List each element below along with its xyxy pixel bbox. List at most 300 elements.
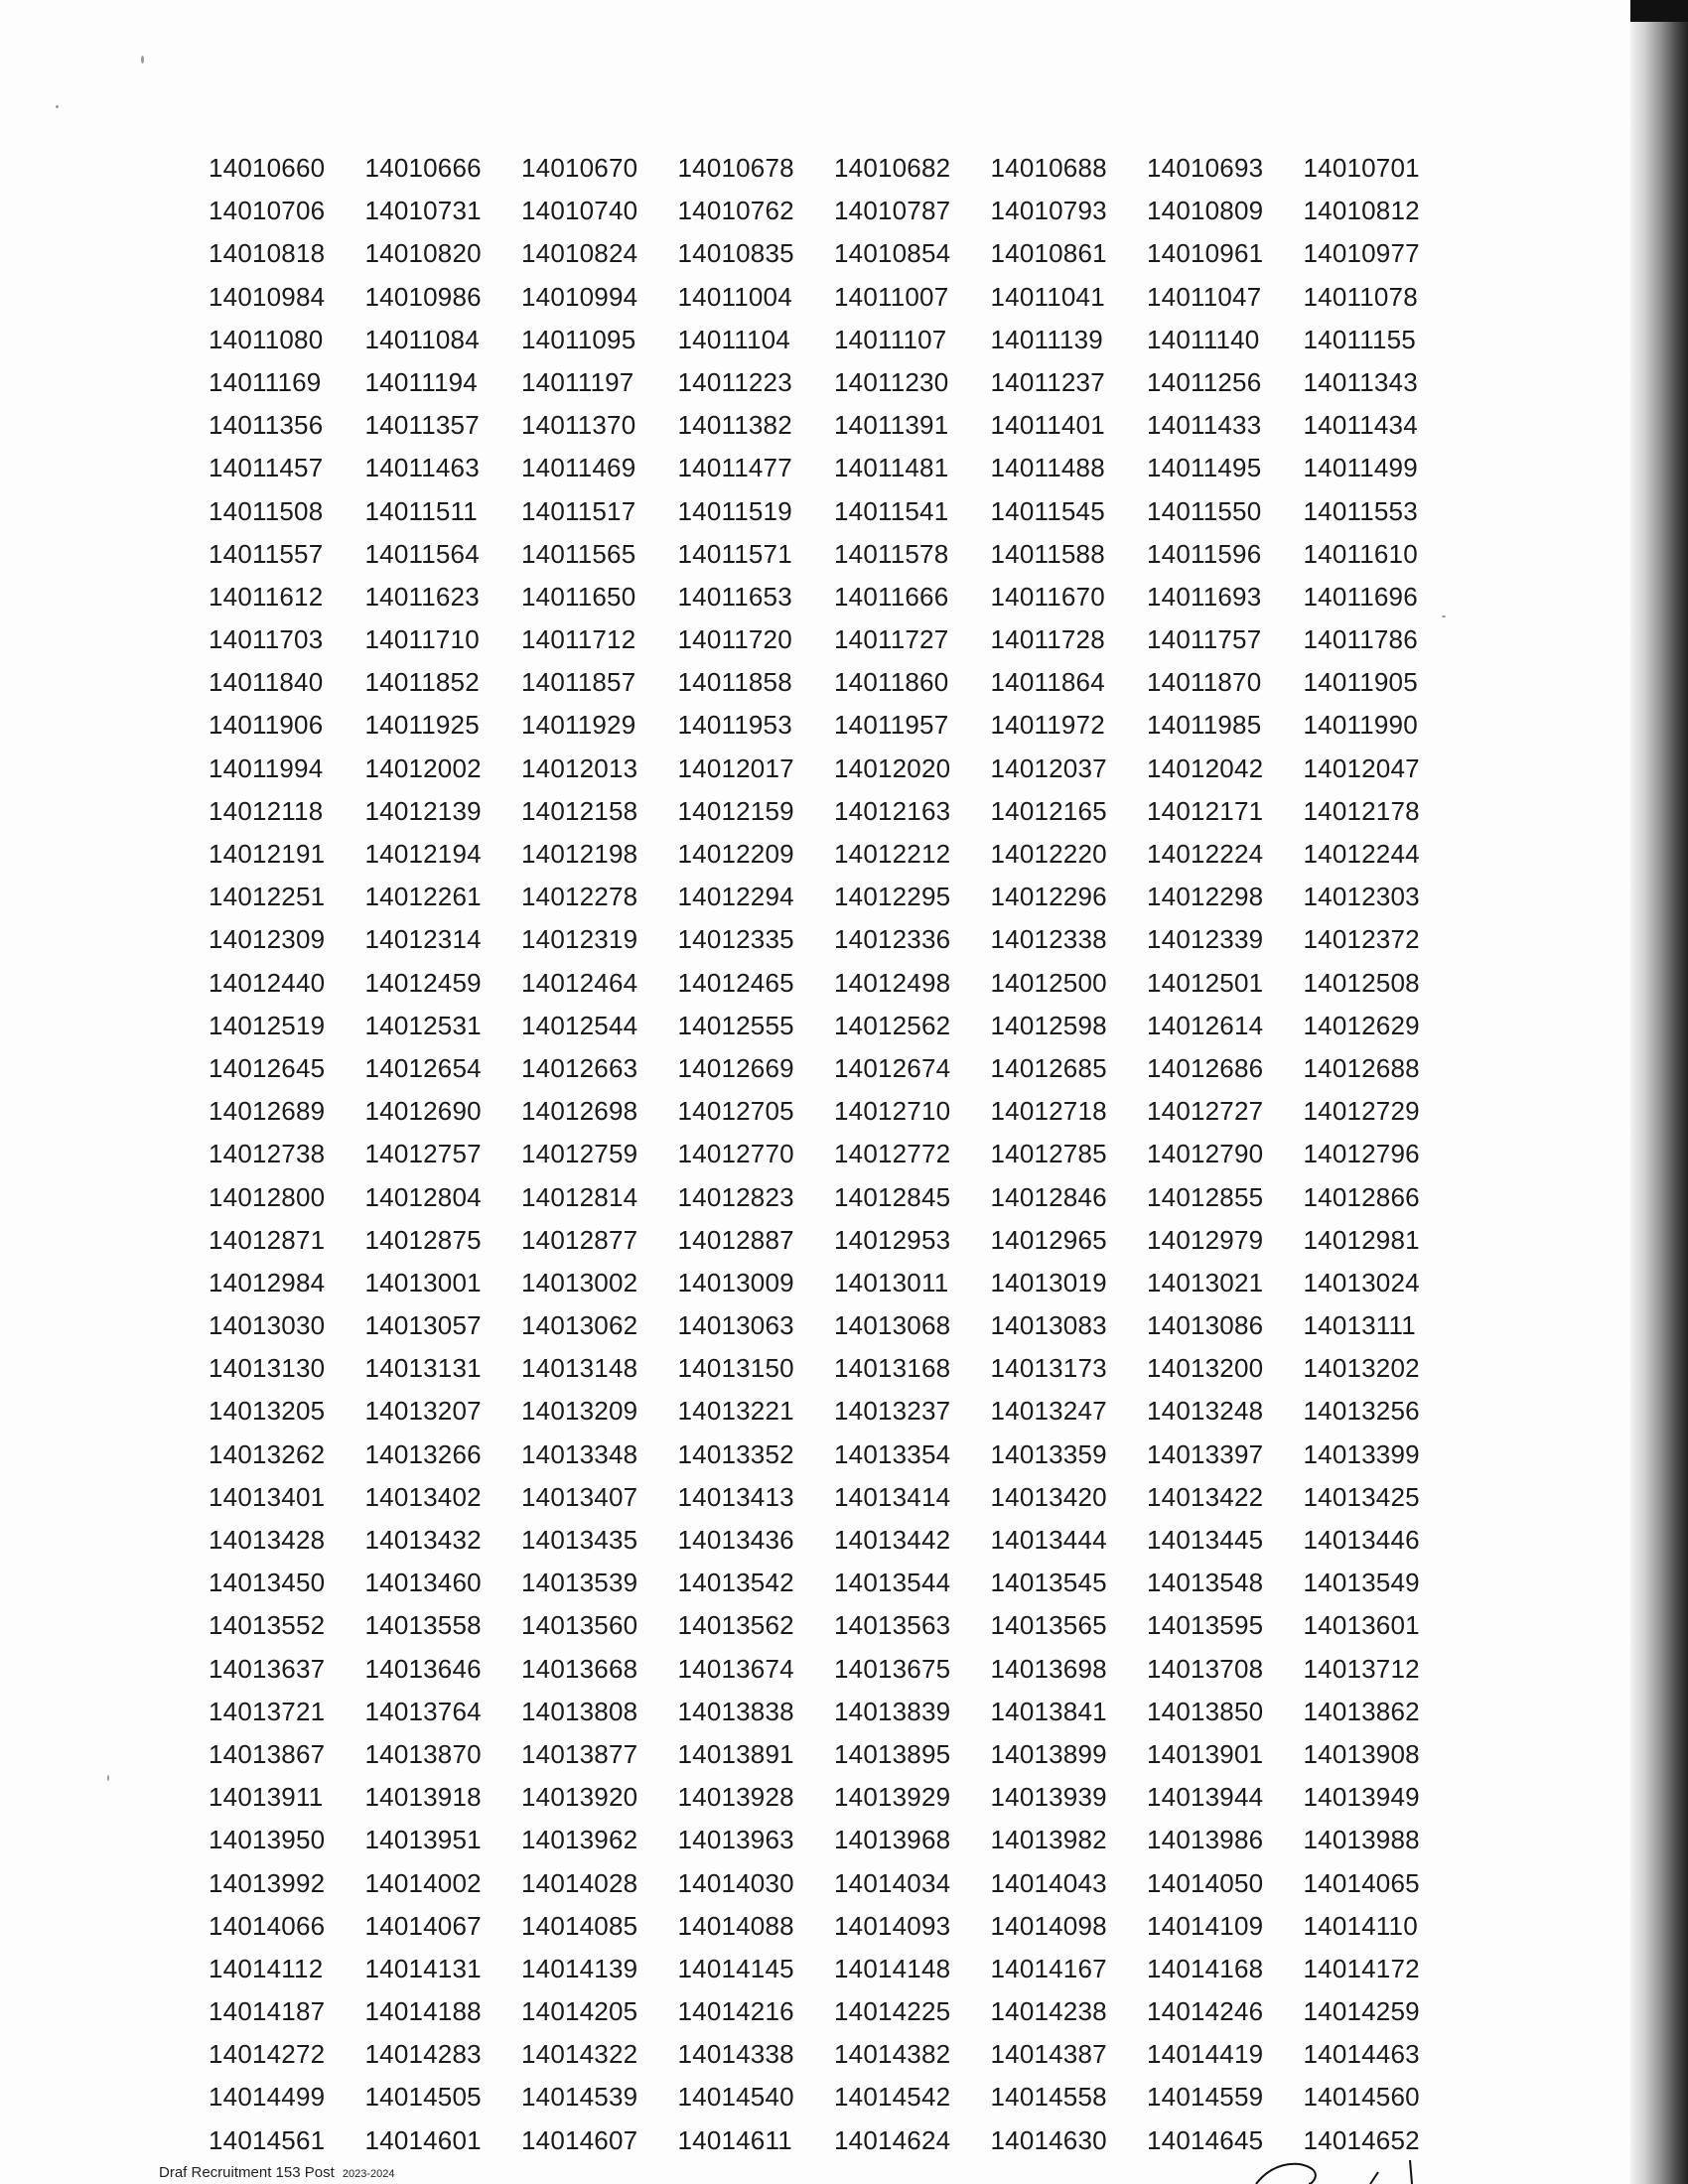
roll-number-cell: 14014238 [990, 1996, 1107, 2027]
roll-number-cell: 14012194 [364, 839, 482, 869]
roll-number-cell: 14013712 [1303, 1653, 1420, 1684]
roll-number-cell: 14014259 [1303, 1996, 1420, 2027]
roll-number-cell: 14012339 [1147, 924, 1264, 955]
roll-number-cell: 14012984 [209, 1267, 326, 1297]
roll-number-cell: 14013963 [677, 1825, 794, 1855]
roll-number-cell: 14013407 [521, 1481, 638, 1512]
roll-number-cell: 14014002 [364, 1867, 482, 1898]
roll-number-cell: 14012738 [209, 1139, 326, 1169]
roll-number-cell: 14012689 [209, 1096, 326, 1127]
roll-number-cell: 14010787 [834, 196, 951, 226]
roll-number-cell: 14011469 [521, 453, 636, 483]
roll-number-cell: 14013348 [521, 1438, 638, 1469]
roll-number-cell: 14012338 [990, 924, 1107, 955]
roll-number-cell: 14011007 [834, 281, 949, 312]
roll-number-cell: 14013637 [209, 1653, 326, 1684]
roll-number-cell: 14012759 [521, 1139, 638, 1169]
roll-number-cell: 14014652 [1303, 2124, 1420, 2155]
roll-number-cell: 14011545 [990, 495, 1105, 526]
roll-number-cell: 14012042 [1147, 752, 1264, 783]
roll-number-cell: 14013445 [1147, 1525, 1264, 1555]
roll-number-cell: 14013562 [677, 1610, 794, 1641]
roll-number-cell: 14013131 [364, 1353, 482, 1384]
roll-number-cell: 14013024 [1303, 1267, 1420, 1297]
roll-number-cell: 14011858 [677, 667, 792, 698]
roll-number-cell: 14013436 [677, 1525, 794, 1555]
roll-number-cell: 14011564 [364, 538, 480, 569]
scan-edge-corner [1630, 0, 1688, 22]
roll-number-cell: 14014172 [1303, 1953, 1420, 1983]
roll-number-cell: 14011357 [364, 410, 480, 441]
roll-number-cell: 14014540 [677, 2082, 794, 2113]
roll-number-cell: 14013200 [1147, 1353, 1264, 1384]
roll-number-cell: 14011463 [364, 453, 480, 483]
roll-number-cell: 14012866 [1303, 1181, 1420, 1212]
roll-number-cell: 14011104 [677, 324, 790, 354]
roll-number-cell: 14013549 [1303, 1568, 1420, 1598]
roll-number-cell: 14012562 [834, 1010, 951, 1040]
roll-number-cell: 14012372 [1303, 924, 1420, 955]
roll-number-cell: 14013068 [834, 1310, 951, 1341]
roll-number-cell: 14011256 [1147, 366, 1262, 397]
roll-number-cell: 14011994 [209, 752, 324, 783]
roll-number-cell: 14013001 [364, 1267, 482, 1297]
roll-number-cell: 14012017 [677, 752, 794, 783]
roll-number-cell: 14011139 [990, 324, 1103, 354]
roll-number-cell: 14012178 [1303, 795, 1420, 826]
roll-number-cell: 14013841 [990, 1696, 1107, 1726]
roll-number-cell: 14014050 [1147, 1867, 1264, 1898]
roll-number-cell: 14011356 [209, 410, 324, 441]
roll-number-cell: 14014607 [521, 2124, 638, 2155]
roll-number-cell: 14011519 [677, 495, 792, 526]
roll-number-cell: 14012309 [209, 924, 326, 955]
roll-number-cell: 14013988 [1303, 1825, 1420, 1855]
roll-number-cell: 14013442 [834, 1525, 951, 1555]
roll-number-cell: 14011710 [364, 624, 480, 655]
roll-number-cell: 14014387 [990, 2039, 1107, 2070]
scan-speck [141, 56, 144, 64]
roll-number-cell: 14013011 [834, 1267, 949, 1297]
roll-number-cell: 14012796 [1303, 1139, 1420, 1169]
roll-number-cell: 14013548 [1147, 1568, 1264, 1598]
roll-number-cell: 14011041 [990, 281, 1105, 312]
roll-number-cell: 14013256 [1303, 1396, 1420, 1427]
roll-number-cell: 14011004 [677, 281, 792, 312]
roll-number-cell: 14014283 [364, 2039, 482, 2070]
roll-number-cell: 14013432 [364, 1525, 482, 1555]
roll-number-cell: 14012887 [677, 1224, 794, 1255]
roll-number-cell: 14013030 [209, 1310, 326, 1341]
roll-number-cell: 14011230 [834, 366, 949, 397]
roll-number-cell: 14013968 [834, 1825, 951, 1855]
roll-number-cell: 14010824 [521, 238, 638, 269]
roll-number-cell: 14013601 [1303, 1610, 1420, 1641]
roll-number-cell: 14013057 [364, 1310, 482, 1341]
roll-number-cell: 14012614 [1147, 1010, 1264, 1040]
roll-number-cell: 14012555 [677, 1010, 794, 1040]
roll-number-cell: 14011703 [209, 624, 324, 655]
roll-number-cell: 14014167 [990, 1953, 1107, 1983]
roll-number-cell: 14012785 [990, 1139, 1107, 1169]
roll-number-cell: 14010854 [834, 238, 951, 269]
roll-number-cell: 14013895 [834, 1738, 951, 1769]
roll-number-cell: 14013444 [990, 1525, 1107, 1555]
roll-number-cell: 14012464 [521, 967, 638, 998]
roll-number-cell: 14011906 [209, 710, 324, 741]
roll-number-cell: 14012459 [364, 967, 482, 998]
roll-number-cell: 14011223 [677, 366, 792, 397]
roll-number-cell: 14013552 [209, 1610, 326, 1641]
roll-number-cell: 14014499 [209, 2082, 326, 2113]
roll-number-cell: 14011693 [1147, 581, 1262, 612]
roll-number-cell: 14013698 [990, 1653, 1107, 1684]
roll-number-cell: 14011953 [677, 710, 792, 741]
roll-number-cell: 14012629 [1303, 1010, 1420, 1040]
roll-number-cell: 14013877 [521, 1738, 638, 1769]
roll-number-cell: 14012855 [1147, 1181, 1264, 1212]
roll-number-cell: 14013918 [364, 1782, 482, 1813]
roll-number-cell: 14012705 [677, 1096, 794, 1127]
roll-number-cell: 14012519 [209, 1010, 326, 1040]
roll-number-cell: 14014139 [521, 1953, 638, 1983]
roll-number-cell: 14013560 [521, 1610, 638, 1641]
roll-number-cell: 14014272 [209, 2039, 326, 2070]
roll-number-cell: 14014112 [209, 1953, 324, 1983]
page-footer [159, 2164, 395, 2181]
roll-number-cell: 14013565 [990, 1610, 1107, 1641]
roll-number-cell: 14014419 [1147, 2039, 1264, 2070]
scan-edge-shadow [1630, 0, 1688, 2184]
roll-number-cell: 14011477 [677, 453, 792, 483]
roll-number-cell: 14012531 [364, 1010, 482, 1040]
roll-number-cell: 14010809 [1147, 196, 1264, 226]
roll-number-cell: 14014028 [521, 1867, 638, 1898]
roll-number-cell: 14012159 [677, 795, 794, 826]
roll-number-cell: 14012757 [364, 1139, 482, 1169]
roll-number-cell: 14013944 [1147, 1782, 1264, 1813]
roll-number-cell: 14011666 [834, 581, 949, 612]
roll-number-table [209, 147, 1460, 2162]
roll-number-cell: 14013891 [677, 1738, 794, 1769]
roll-number-cell: 14013721 [209, 1696, 326, 1726]
roll-number-cell: 14011197 [521, 366, 634, 397]
roll-number-cell: 14011343 [1303, 366, 1418, 397]
roll-number-cell: 14011929 [521, 710, 636, 741]
roll-number-cell: 14012220 [990, 839, 1107, 869]
roll-number-cell: 14013542 [677, 1568, 794, 1598]
roll-number-cell: 14012965 [990, 1224, 1107, 1255]
roll-number-cell: 14014065 [1303, 1867, 1420, 1898]
roll-number-cell: 14011670 [990, 581, 1105, 612]
roll-number-cell: 14011140 [1147, 324, 1260, 354]
roll-number-cell: 14013563 [834, 1610, 951, 1641]
roll-number-cell: 14011612 [209, 581, 324, 612]
roll-number-cell: 14010986 [364, 281, 482, 312]
roll-number-cell: 14014187 [209, 1996, 326, 2027]
roll-number-cell: 14011488 [990, 453, 1105, 483]
roll-number-cell: 14011712 [521, 624, 636, 655]
roll-number-cell: 14013266 [364, 1438, 482, 1469]
signature-mark [1251, 2154, 1450, 2184]
roll-number-cell: 14012047 [1303, 752, 1420, 783]
roll-number-cell: 14013420 [990, 1481, 1107, 1512]
roll-number-cell: 14013173 [990, 1353, 1107, 1384]
roll-number-cell: 14012118 [209, 795, 324, 826]
roll-number-cell: 14013838 [677, 1696, 794, 1726]
roll-number-cell: 14014561 [209, 2124, 326, 2155]
roll-number-cell: 14013870 [364, 1738, 482, 1769]
roll-number-cell: 14011578 [834, 538, 949, 569]
roll-number-cell: 14014067 [364, 1910, 482, 1941]
roll-number-cell: 14013111 [1303, 1310, 1416, 1341]
roll-number-cell: 14012727 [1147, 1096, 1264, 1127]
roll-number-cell: 14014216 [677, 1996, 794, 2027]
roll-number-cell: 14013402 [364, 1481, 482, 1512]
roll-number-cell: 14012718 [990, 1096, 1107, 1127]
roll-number-cell: 14013446 [1303, 1525, 1420, 1555]
roll-number-cell: 14014246 [1147, 1996, 1264, 2027]
roll-number-cell: 14011985 [1147, 710, 1262, 741]
roll-number-cell: 14012198 [521, 839, 638, 869]
roll-number-cell: 14014338 [677, 2039, 794, 2070]
roll-number-cell: 14013595 [1147, 1610, 1264, 1641]
roll-number-cell: 14014225 [834, 1996, 951, 2027]
roll-number-cell: 14012685 [990, 1052, 1107, 1083]
roll-number-cell: 14011080 [209, 324, 324, 354]
roll-number-cell: 14013450 [209, 1568, 326, 1598]
roll-number-cell: 14012158 [521, 795, 638, 826]
roll-number-cell: 14013435 [521, 1525, 638, 1555]
roll-number-cell: 14013928 [677, 1782, 794, 1813]
roll-number-cell: 14014630 [990, 2124, 1107, 2155]
roll-number-cell: 14011433 [1147, 410, 1262, 441]
roll-number-cell: 14012465 [677, 967, 794, 998]
roll-number-cell: 14010731 [364, 196, 482, 226]
roll-number-cell: 14012729 [1303, 1096, 1420, 1127]
roll-number-cell: 14013911 [209, 1782, 324, 1813]
roll-number-cell: 14011623 [364, 581, 480, 612]
roll-number-cell: 14010762 [677, 196, 794, 226]
roll-number-cell: 14013248 [1147, 1396, 1264, 1427]
roll-number-cell: 14010793 [990, 196, 1107, 226]
roll-number-cell: 14012139 [364, 795, 482, 826]
roll-number-cell: 14014542 [834, 2082, 951, 2113]
roll-number-cell: 14011864 [990, 667, 1105, 698]
roll-number-cell: 14013839 [834, 1696, 951, 1726]
roll-number-cell: 14012544 [521, 1010, 638, 1040]
roll-number-cell: 14013062 [521, 1310, 638, 1341]
roll-number-cell: 14012953 [834, 1224, 951, 1255]
roll-number-cell: 14013646 [364, 1653, 482, 1684]
roll-number-cell: 14012804 [364, 1181, 482, 1212]
roll-number-cell: 14012165 [990, 795, 1107, 826]
roll-number-cell: 14011905 [1303, 667, 1418, 698]
roll-number-cell: 14012674 [834, 1052, 951, 1083]
roll-number-cell: 14012294 [677, 882, 794, 912]
roll-number-cell: 14012875 [364, 1224, 482, 1255]
roll-number-cell: 14011237 [990, 366, 1105, 397]
roll-number-cell: 14012191 [209, 839, 326, 869]
roll-number-cell: 14011727 [834, 624, 949, 655]
roll-number-cell: 14014066 [209, 1910, 326, 1941]
roll-number-cell: 14012871 [209, 1224, 326, 1255]
roll-number-cell: 14011957 [834, 710, 949, 741]
roll-number-cell: 14013359 [990, 1438, 1107, 1469]
roll-number-cell: 14012224 [1147, 839, 1264, 869]
roll-number-cell: 14012020 [834, 752, 951, 783]
roll-number-cell: 14013764 [364, 1696, 482, 1726]
roll-number-cell: 14013221 [677, 1396, 794, 1427]
roll-number-cell: 14013867 [209, 1738, 326, 1769]
roll-number-cell: 14011870 [1147, 667, 1262, 698]
roll-number-cell: 14011481 [834, 453, 949, 483]
roll-number-cell: 14013352 [677, 1438, 794, 1469]
roll-number-cell: 14013019 [990, 1267, 1107, 1297]
roll-number-cell: 14011925 [364, 710, 480, 741]
roll-number-cell: 14011499 [1303, 453, 1418, 483]
roll-number-cell: 14010688 [990, 153, 1107, 183]
roll-number-cell: 14010984 [209, 281, 326, 312]
roll-number-cell: 14013237 [834, 1396, 951, 1427]
roll-number-cell: 14011155 [1303, 324, 1416, 354]
roll-number-cell: 14012002 [364, 752, 482, 783]
roll-number-cell: 14012710 [834, 1096, 951, 1127]
roll-number-cell: 14014093 [834, 1910, 951, 1941]
roll-number-cell: 14013949 [1303, 1782, 1420, 1813]
roll-number-cell: 14013674 [677, 1653, 794, 1684]
roll-number-cell: 14014382 [834, 2039, 951, 2070]
roll-number-cell: 14012688 [1303, 1052, 1420, 1083]
roll-number-cell: 14012013 [521, 752, 638, 783]
roll-number-cell: 14010678 [677, 153, 794, 183]
roll-number-cell: 14011541 [834, 495, 949, 526]
roll-number-cell: 14013850 [1147, 1696, 1264, 1726]
roll-number-cell: 14011370 [521, 410, 636, 441]
roll-number-cell: 14013986 [1147, 1825, 1264, 1855]
roll-number-cell: 14011565 [521, 538, 636, 569]
roll-number-cell: 14014168 [1147, 1953, 1264, 1983]
roll-number-cell: 14011990 [1303, 710, 1418, 741]
roll-number-cell: 14013413 [677, 1481, 794, 1512]
roll-number-cell: 14011557 [209, 538, 324, 569]
roll-number-cell: 14014322 [521, 2039, 638, 2070]
roll-number-cell: 14013539 [521, 1568, 638, 1598]
roll-number-cell: 14014463 [1303, 2039, 1420, 2070]
roll-number-cell: 14010861 [990, 238, 1107, 269]
roll-number-cell: 14011401 [990, 410, 1105, 441]
roll-number-cell: 14013951 [364, 1825, 482, 1855]
roll-number-cell: 14011078 [1303, 281, 1418, 312]
roll-number-cell: 14014560 [1303, 2082, 1420, 2113]
roll-number-cell: 14013399 [1303, 1438, 1420, 1469]
roll-number-cell: 14013962 [521, 1825, 638, 1855]
roll-number-cell: 14012686 [1147, 1052, 1264, 1083]
roll-number-cell: 14012598 [990, 1010, 1107, 1040]
roll-number-cell: 14010740 [521, 196, 638, 226]
roll-number-cell: 14013675 [834, 1653, 951, 1684]
roll-number-cell: 14011517 [521, 495, 636, 526]
roll-number-cell: 14012877 [521, 1224, 638, 1255]
roll-number-cell: 14010666 [364, 153, 482, 183]
roll-number-cell: 14013083 [990, 1310, 1107, 1341]
roll-number-cell: 14014559 [1147, 2082, 1264, 2113]
roll-number-cell: 14011972 [990, 710, 1105, 741]
roll-number-cell: 14012981 [1303, 1224, 1420, 1255]
roll-number-cell: 14013414 [834, 1481, 951, 1512]
roll-number-cell: 14014109 [1147, 1910, 1264, 1941]
roll-number-cell: 14011194 [364, 366, 478, 397]
roll-number-cell: 14011786 [1303, 624, 1418, 655]
roll-number-cell: 14014145 [677, 1953, 794, 1983]
roll-number-cell: 14010706 [209, 196, 326, 226]
roll-number-cell: 14012979 [1147, 1224, 1264, 1255]
roll-number-cell: 14012669 [677, 1052, 794, 1083]
roll-number-cell: 14012303 [1303, 882, 1420, 912]
roll-number-cell: 14011047 [1147, 281, 1262, 312]
roll-number-cell: 14011852 [364, 667, 480, 698]
roll-number-cell: 14013130 [209, 1353, 326, 1384]
roll-number-cell: 14010961 [1147, 238, 1264, 269]
roll-number-cell: 14011457 [209, 453, 324, 483]
roll-number-cell: 14014034 [834, 1867, 951, 1898]
roll-number-cell: 14010820 [364, 238, 482, 269]
roll-number-cell: 14013950 [209, 1825, 326, 1855]
roll-number-cell: 14011084 [364, 324, 480, 354]
roll-number-cell: 14013425 [1303, 1481, 1420, 1512]
roll-number-cell: 14011720 [677, 624, 792, 655]
roll-number-cell: 14010682 [834, 153, 951, 183]
roll-number-cell: 14010660 [209, 153, 326, 183]
roll-number-cell: 14014085 [521, 1910, 638, 1941]
roll-number-cell: 14011391 [834, 410, 949, 441]
roll-number-cell: 14012336 [834, 924, 951, 955]
roll-number-cell: 14012770 [677, 1139, 794, 1169]
roll-number-cell: 14013929 [834, 1782, 951, 1813]
roll-number-cell: 14013899 [990, 1738, 1107, 1769]
roll-number-cell: 14013148 [521, 1353, 638, 1384]
roll-number-cell: 14014205 [521, 1996, 638, 2027]
roll-number-cell: 14010812 [1303, 196, 1420, 226]
roll-number-cell: 14012500 [990, 967, 1107, 998]
footer-year: 2023-2024 [342, 2168, 395, 2180]
roll-number-cell: 14011596 [1147, 538, 1262, 569]
roll-number-cell: 14013354 [834, 1438, 951, 1469]
roll-number-cell: 14013422 [1147, 1481, 1264, 1512]
roll-number-cell: 14011857 [521, 667, 636, 698]
roll-number-cell: 14013063 [677, 1310, 794, 1341]
scan-speck [107, 1775, 109, 1781]
roll-number-cell: 14013982 [990, 1825, 1107, 1855]
roll-number-cell: 14014098 [990, 1910, 1107, 1941]
roll-number-cell: 14010994 [521, 281, 638, 312]
roll-number-cell: 14012790 [1147, 1139, 1264, 1169]
roll-number-cell: 14013428 [209, 1525, 326, 1555]
roll-number-cell: 14014558 [990, 2082, 1107, 2113]
roll-number-cell: 14014601 [364, 2124, 482, 2155]
roll-number-cell: 14013708 [1147, 1653, 1264, 1684]
roll-number-cell: 14011696 [1303, 581, 1418, 612]
roll-number-cell: 14010693 [1147, 153, 1264, 183]
roll-number-cell: 14014645 [1147, 2124, 1264, 2155]
roll-number-cell: 14011610 [1303, 538, 1418, 569]
roll-number-cell: 14014539 [521, 2082, 638, 2113]
roll-number-cell: 14014188 [364, 1996, 482, 2027]
roll-number-cell: 14011169 [209, 366, 322, 397]
roll-number-cell: 14013205 [209, 1396, 326, 1427]
roll-number-cell: 14013086 [1147, 1310, 1264, 1341]
roll-number-cell: 14013545 [990, 1568, 1107, 1598]
